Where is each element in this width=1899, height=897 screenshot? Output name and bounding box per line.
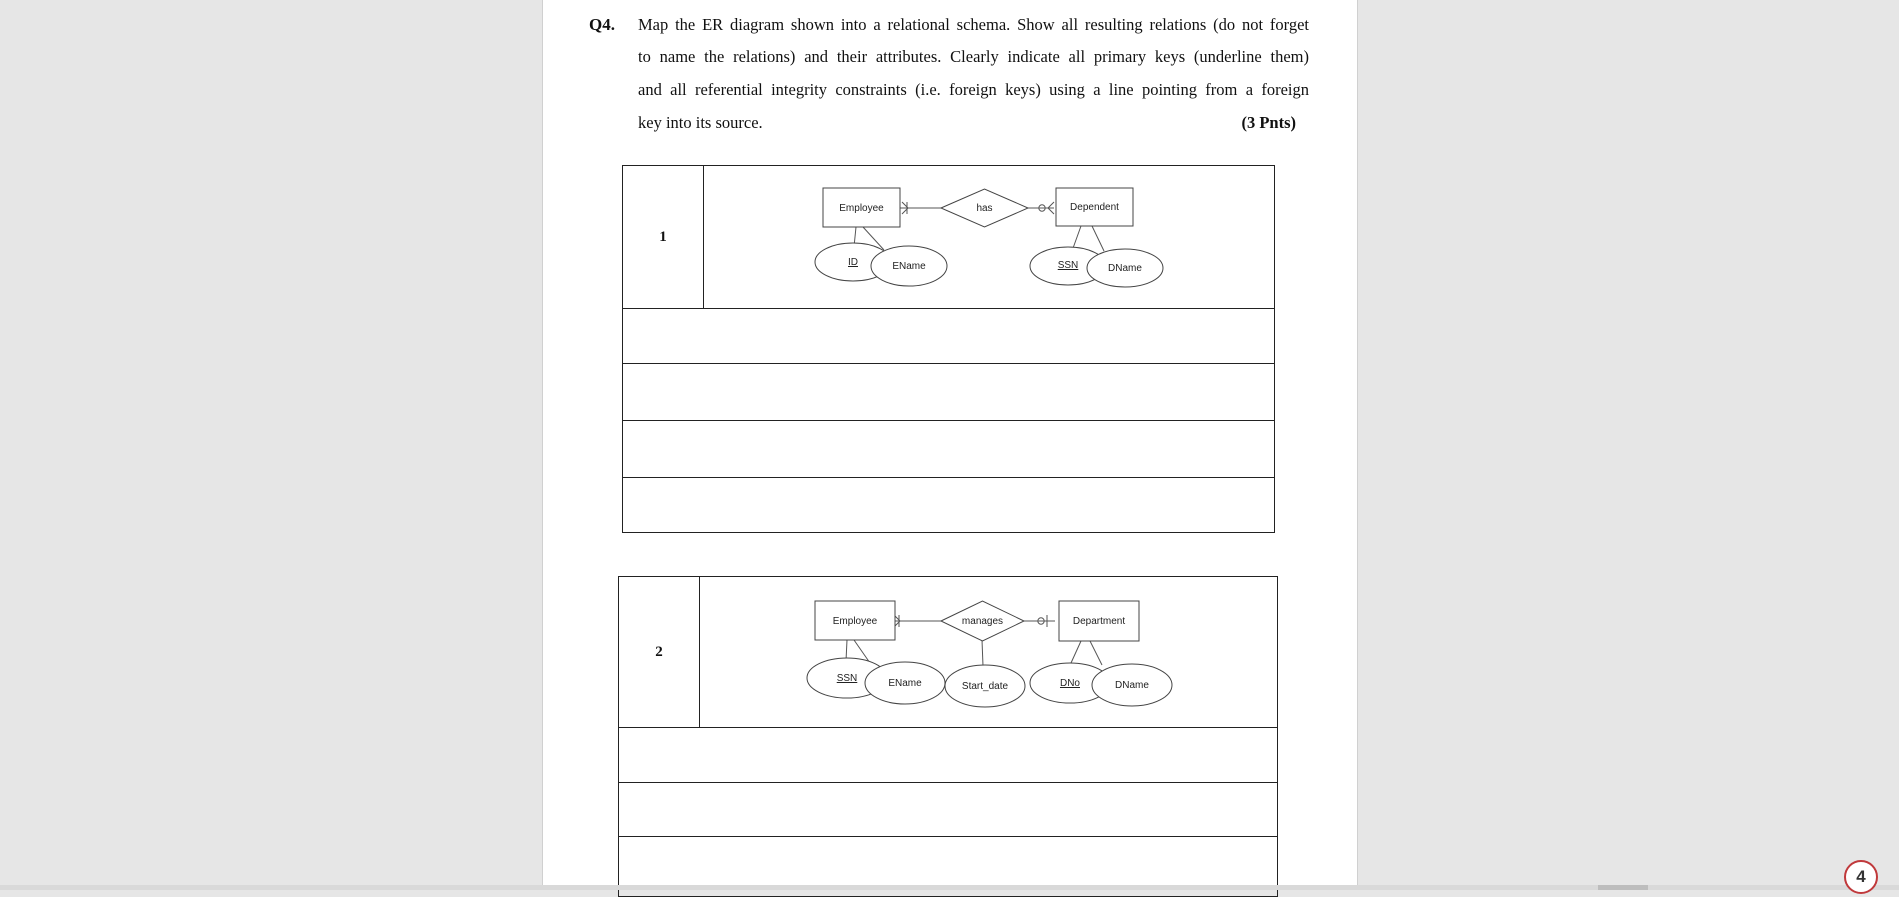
entity-department-label: Department [1072,615,1126,627]
question-label: Q4. [589,15,615,34]
answer-row-2-2[interactable] [619,783,1278,837]
scrollbar-thumb[interactable] [1598,885,1648,890]
relationship-has-label: has [976,202,993,214]
answer-row-1-1[interactable] [623,309,1275,364]
attribute-dname-label: DName [1115,679,1149,691]
attribute-ssn-label: SSN [1057,259,1079,271]
er-diagram-cell-2 [700,577,1278,728]
relationship-manages-label: manages [961,615,1004,627]
attribute-id-label: ID [848,256,858,268]
question-line-1: Map the ER diagram shown into a relational schema. Show all resulting relations (do not forget [638,15,1309,34]
diagram-number-2: 2 [619,577,700,728]
answer-row-2-1[interactable] [619,728,1278,783]
attribute-ename-label: EName [892,260,926,272]
attribute-ename-label: EName [888,677,922,689]
answer-row-1-2[interactable] [623,364,1275,421]
entity-dependent-label: Dependent [1070,201,1119,213]
answer-table-1 [622,165,1275,533]
question-line-4: key into its source. [638,113,763,132]
answer-row-1-4[interactable] [623,478,1275,533]
entity-employee-label: Employee [832,615,878,627]
attribute-dno-label: DNo [1059,677,1081,689]
attribute-start-date-label: Start_date [961,680,1009,692]
points-label: (3 Pnts) [1241,113,1296,132]
answer-table-2 [618,576,1278,897]
er-diagram-1 [704,167,1274,308]
page-number-badge[interactable]: 4 [1844,860,1878,894]
attribute-ssn-label: SSN [836,672,858,684]
er-diagram-2 [700,578,1277,727]
diagram-number-1: 1 [623,166,704,309]
document-page [542,0,1358,885]
question-line-2: to name the relations) and their attributes. Clearly indicate all primary keys (underline them) [638,47,1309,66]
question-line-3: and all referential integrity constraints (i.e. foreign keys) using a line pointing from a foreign [638,80,1309,99]
answer-row-1-3[interactable] [623,421,1275,478]
entity-employee-label: Employee [839,202,884,214]
attribute-dname-label: DName [1108,262,1142,274]
er-diagram-cell-1 [704,166,1275,309]
